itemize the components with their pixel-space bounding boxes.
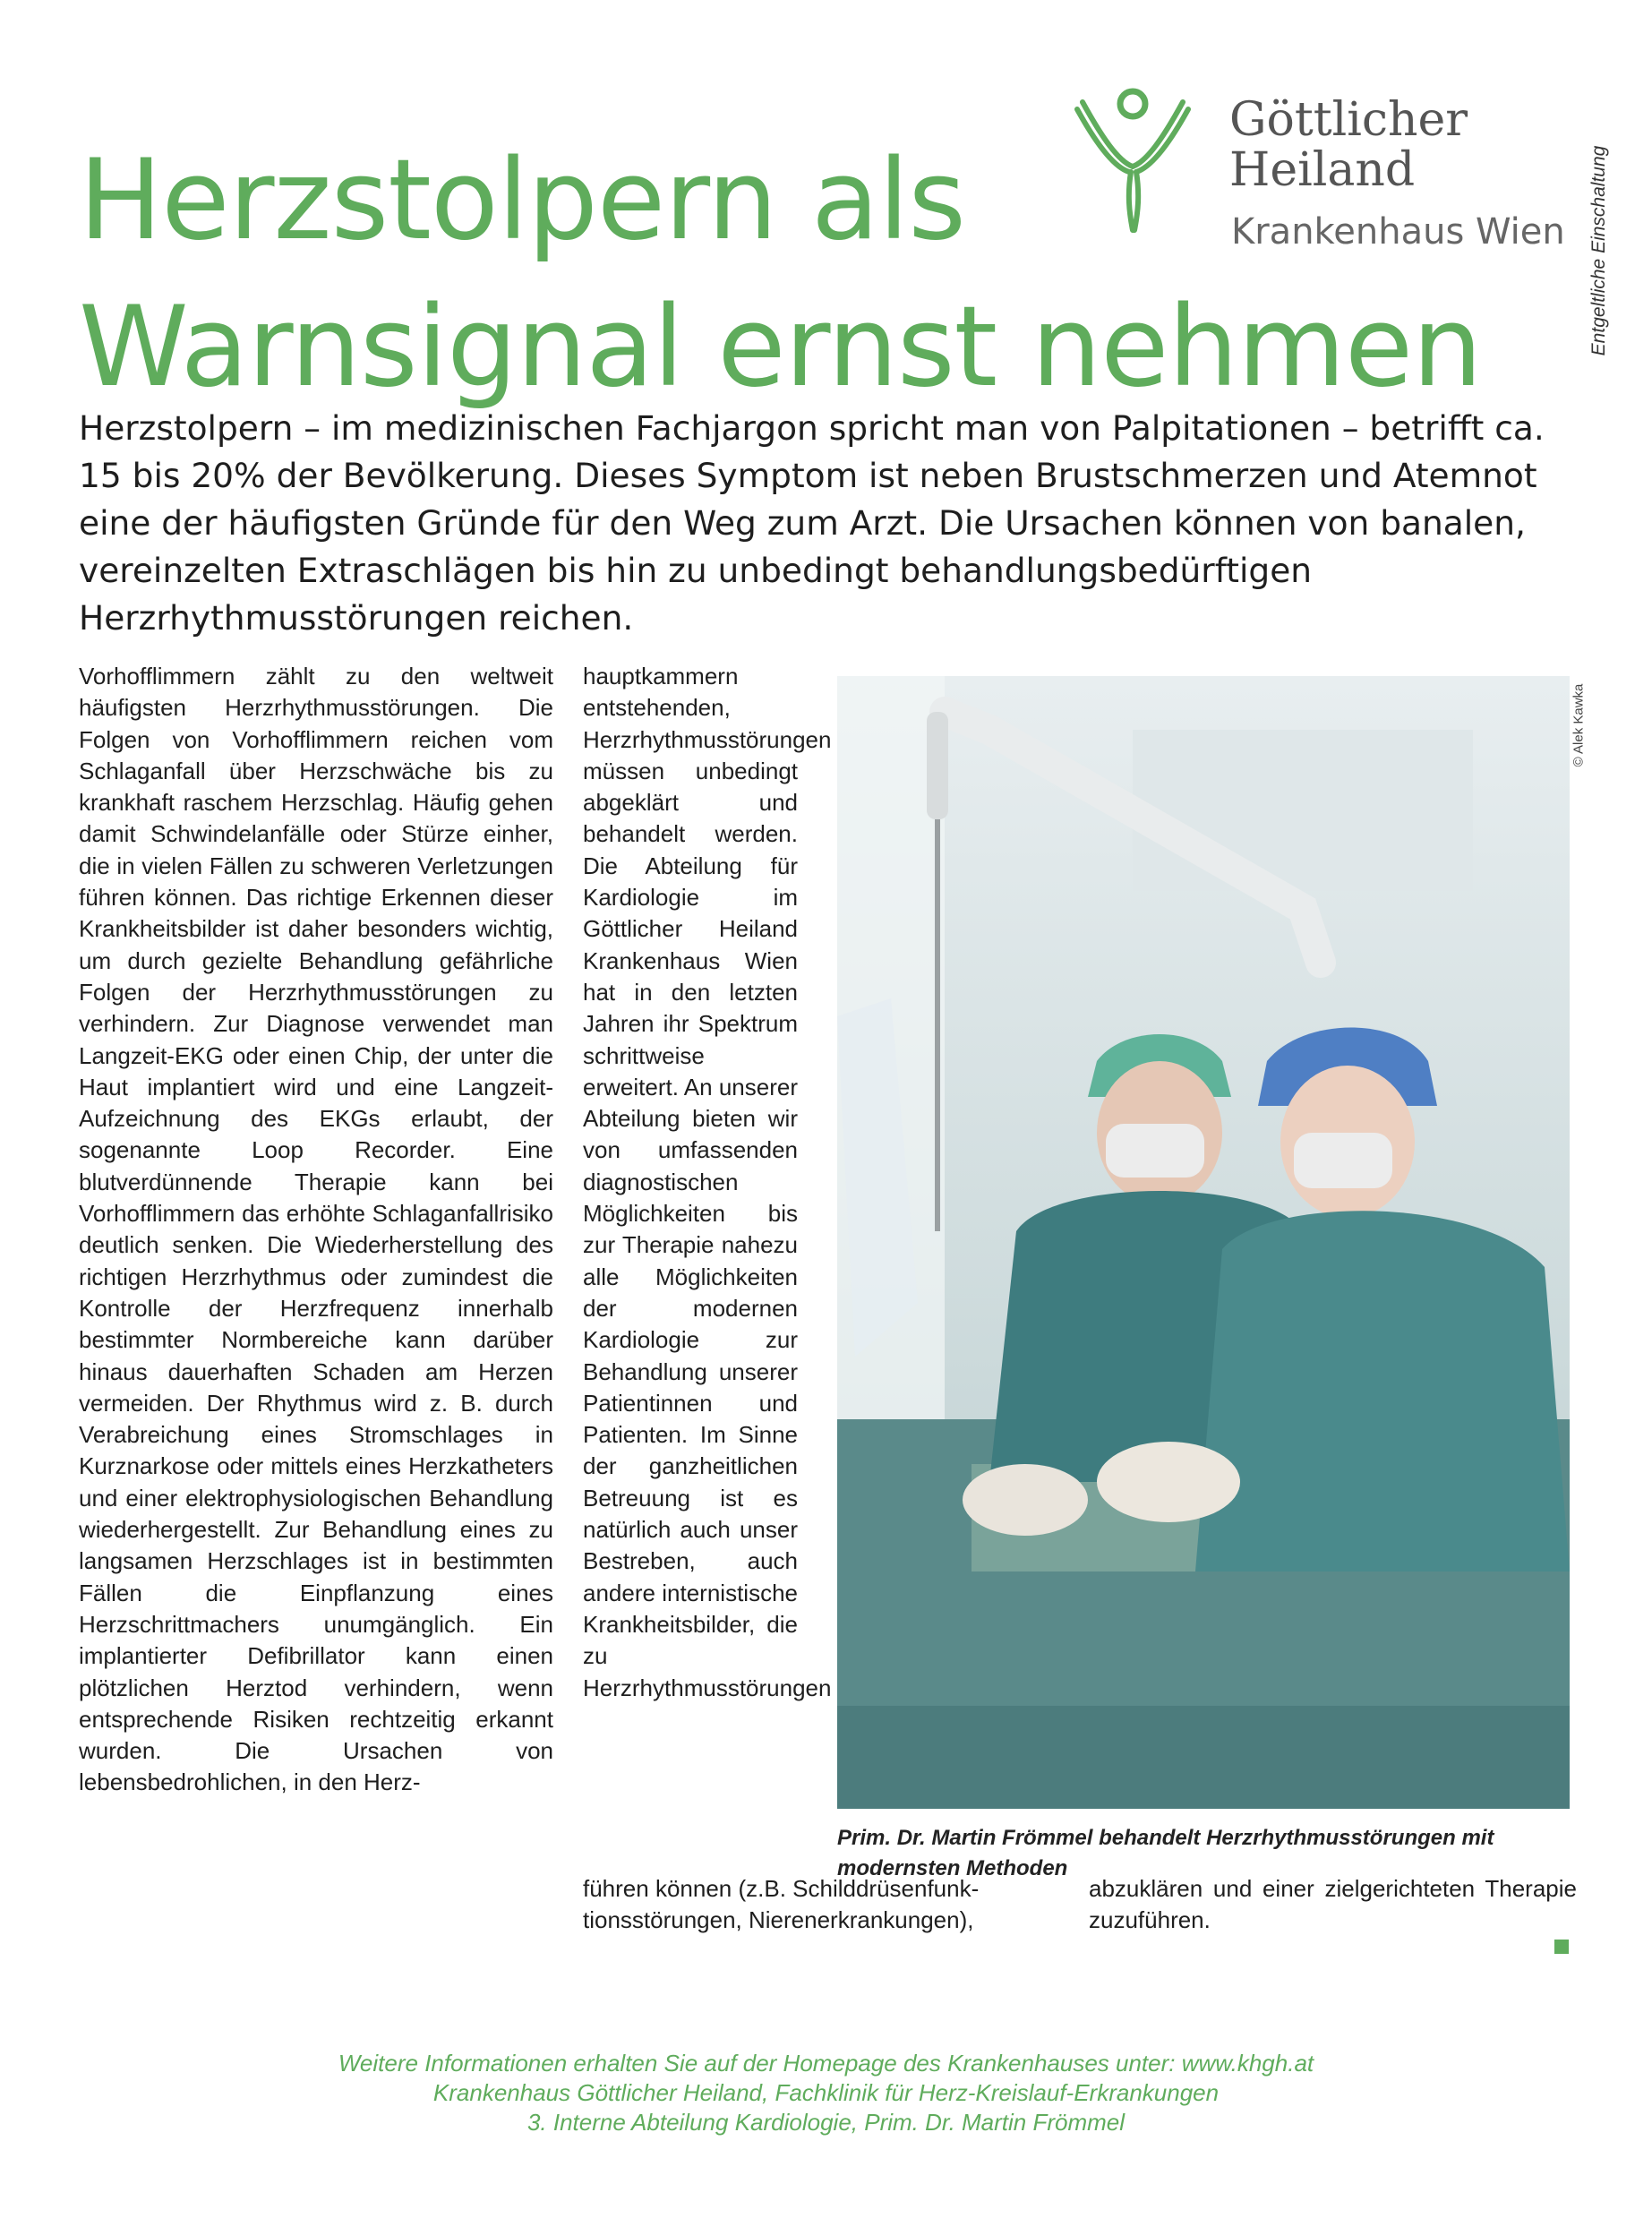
body-column-2-end-line-2: tionsstörungen, Nierenerkrankungen), xyxy=(583,1906,974,1934)
article-end-square xyxy=(1554,1940,1569,1954)
sponsored-note xyxy=(1581,125,1617,376)
body-column-2: hauptkammern entstehenden, Herzrhythmusstörungen müssen unbedingt abgeklärt und behandelt werden. Die Abteilung für Kardiologie im Göttlicher Heiland Krankenhaus Wien hat in den letzten Jahren ihr Spektrum schrittweise erweitert. An unserer Abteilung bieten wir von umfassenden diagnostischen Möglichkeiten bis zur Therapie nahezu alle Möglichkeiten der modernen Kardiologie zur Behandlung unserer Patientinnen und Patienten. Im Sinne der ganzheitlichen Betreuung ist es natürlich auch unser Bestreben, auch andere internistische Krankheitsbilder, die zu Herzrhythmusstörungen xyxy=(583,663,832,1701)
lead-paragraph: Herzstolpern – im medizinischen Fachjargon spricht man von Palpitationen – betrifft ca. 15 bis 20% der Bevölkerung. Dieses Symptom ist neben Brustschmerzen und Atemnot eine der häufigsten Gründe für den Weg zum Arzt. Die Ursachen können von banalen, vereinzelten Extraschlägen bis hin zu unbedingt behandlungsbedürftigen Herzrhythmusstörungen reichen. xyxy=(79,408,1545,638)
body-column-1: Vorhofflimmern zählt zu den weltweit häufigsten Herzrhythmusstörungen. Die Folgen von Vorhofflimmern reichen vom Schlaganfall über Herzschwäche bis zu krankhaft raschem Herzschlag. Häufig gehen damit Schwindelanfälle oder Stürze einher, die in vielen Fällen zu schweren Verletzungen führen können. Das richtige Erkennen dieser Krankheitsbilder ist daher besonders wichtig, um durch gezielte Behandlung gefährliche Folgen der Herzrhythmusstörungen zu verhindern. Zur Diagnose verwendet man Langzeit-EKG oder einen Chip, der unter die Haut implantiert wird und eine Langzeit-Aufzeichnung des EKGs erlaubt, der sogenannte Loop Recorder. Eine blutverdünnende Therapie kann bei Vorhofflimmern das erhöhte Schlaganfallrisiko deutlich senken. Die Wiederherstellung des richtigen Herzrhythmus oder zumindest die Kontrolle der Herzfrequenz innerhalb bestimmter Normbereiche kann darüber hinaus dauerhaften Schaden am Herzen vermeiden. Der Rhythmus wird z. B. durch Verabreichung eines Stromschlages in Kurznarkose oder mittels eines Herzkatheters und einer elektrophysiologischen Behandlung wiederhergestellt. Zur Behandlung eines zu langsamen Herzschlages ist in bestimmten Fällen die Einpflanzung eines Herzschrittmachers unumgänglich. Ein implantierter Defibrillator kann einen plötzlichen Herztod verhindern, wenn entsprechende Risiken rechtzeitig erkannt wurden. Die Ursachen von lebensbedrohlichen, in den Herz- xyxy=(79,663,553,1796)
photo-illustration xyxy=(837,676,1570,1809)
surgery-photo xyxy=(837,676,1570,1809)
headline-line-2: Warnsignal ernst nehmen xyxy=(79,283,1482,412)
photo-caption: Prim. Dr. Martin Frömmel behandelt Herzrhythmusstörungen mit modernsten Methoden xyxy=(837,1826,1494,1880)
headline-line-1: Herzstolpern als xyxy=(79,136,965,265)
body-column-2-end-line-1: führen können (z.B. Schilddrüsenfunk- xyxy=(583,1875,980,1902)
footer-line-2: Krankenhaus Göttlicher Heiland, Fachklinik für Herz-Kreislauf-Erkrankungen xyxy=(432,2079,1220,2106)
footer-line-3: 3. Interne Abteilung Kardiologie, Prim. Dr. Martin Frömmel xyxy=(526,2109,1126,2136)
logo-subtitle: Krankenhaus Wien xyxy=(1231,211,1565,253)
hospital-logo xyxy=(1070,82,1565,261)
footer-line-1: Weitere Informationen erhalten Sie auf der Homepage des Krankenhauses unter: www.khgh.at xyxy=(338,2050,1314,2077)
logo-name-line-1: Göttlicher xyxy=(1229,93,1468,147)
footer xyxy=(0,2049,1652,2137)
photo-credit-text: © Alek Kawka xyxy=(1571,683,1587,767)
logo-name xyxy=(1229,95,1468,195)
body-column-3-end: abzuklären und einer zielgerichteten Therapie zuzuführen. xyxy=(1089,1875,1577,1934)
figure-logo-icon xyxy=(1070,82,1195,235)
sponsored-note-text: Entgeltliche Einschaltung xyxy=(1588,145,1609,356)
photo-credit xyxy=(1565,672,1592,779)
logo-name-line-2: Heiland xyxy=(1229,143,1416,197)
